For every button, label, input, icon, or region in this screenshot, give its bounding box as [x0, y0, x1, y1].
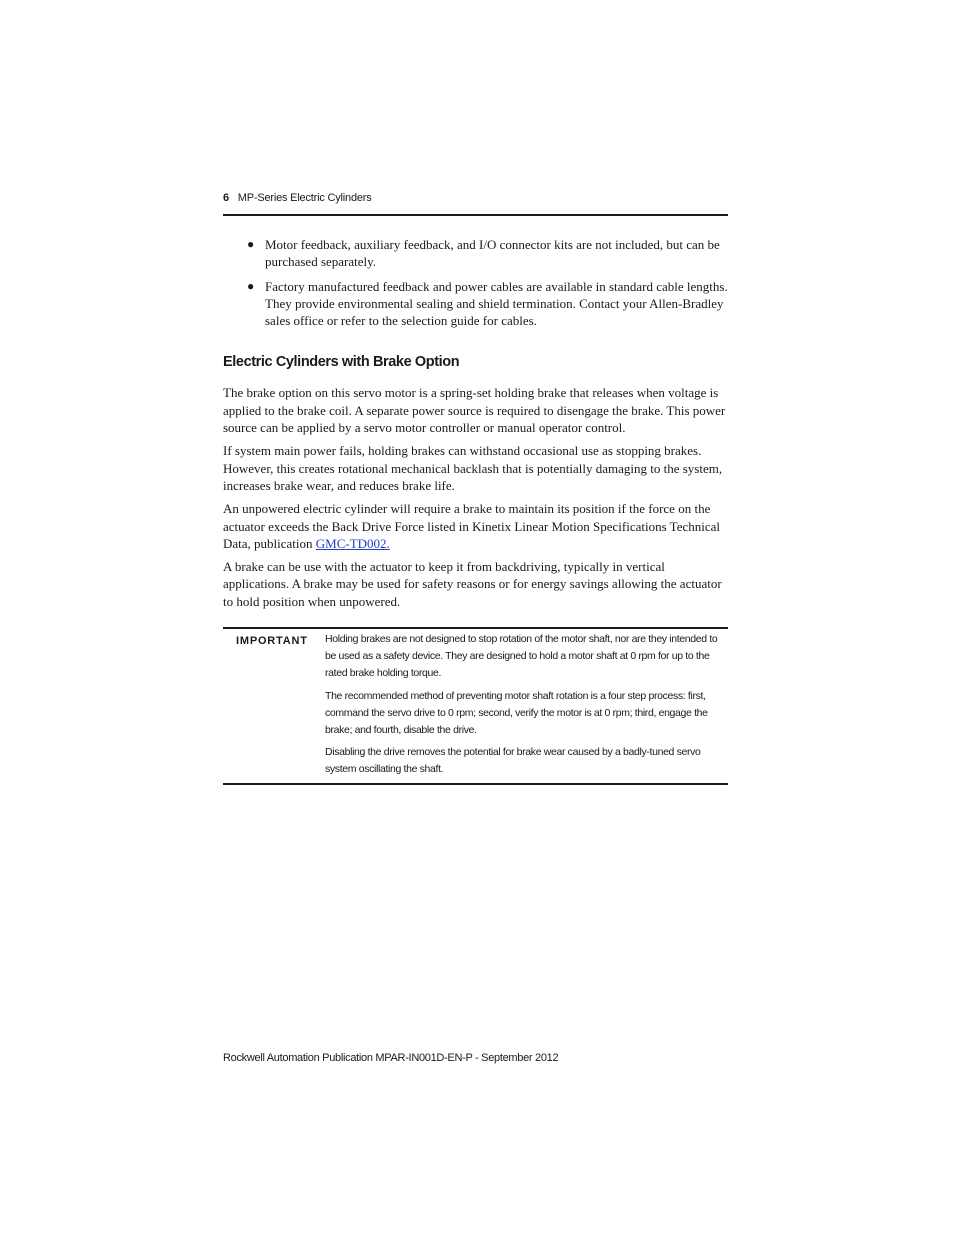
bullet-text: Motor feedback, auxiliary feedback, and I/O connector kits are not included, but can be purchased separately. — [265, 237, 720, 270]
running-title: MP-Series Electric Cylinders — [237, 192, 372, 204]
body-paragraph: The brake option on this servo motor is a spring-set holding brake that releases when voltage is applied to the brake coil. A separate power source is required to disengage the brake. This power source can be applied by a servo motor controller or manual operator control. — [223, 385, 726, 436]
body-paragraph: A brake can be use with the actuator to keep it from backdriving, typically in vertical applications. A brake may be used for safety reasons or for energy savings allowing the actuator to hold position when unpowered. — [223, 559, 722, 609]
important-label: IMPORTANT — [236, 635, 308, 647]
bullet-icon: ● — [247, 237, 255, 251]
page-footer: Rockwell Automation Publication MPAR-IN001D-EN-P - September 2012 — [223, 1052, 559, 1064]
body-paragraph: If system main power fails, holding brakes can withstand occasional use as stopping brakes. However, this creates rotational mechanical backlash that is potentially damaging to the system, increases brake wear, and reduces brake life. — [223, 443, 723, 493]
bullet-list — [223, 236, 728, 329]
list-item — [223, 236, 728, 271]
important-paragraph: The recommended method of preventing motor shaft rotation is a four step process: first, command the servo drive to 0 rpm; second, verify the motor is at 0 rpm; third, engage the brake; and fourth, disable the drive. — [325, 689, 708, 737]
important-text — [325, 631, 728, 779]
list-item — [223, 278, 728, 330]
paragraph-text: An unpowered electric cylinder will require a brake to maintain its position if the force on the actuator exceeds the Back Drive Force listed in Kinetix Linear Motion Specifications Technical Data, publication — [223, 501, 721, 551]
bullet-icon: ● — [247, 278, 255, 293]
important-paragraph: Disabling the drive removes the potential for brake wear caused by a badly-tuned servo system oscillating the shaft. — [325, 746, 701, 776]
publication-link[interactable]: GMC-TD002. — [315, 535, 390, 551]
section-heading: Electric Cylinders with Brake Option — [223, 354, 460, 371]
main-content — [223, 236, 728, 616]
bullet-text: Factory manufactured feedback and power cables are available in standard cable lengths. They provide environmental sealing and shield termination. Contact your Allen-Bradley sales office or refer to the selection guide for cables. — [265, 278, 728, 329]
header-divider — [223, 214, 728, 216]
body-paragraph — [223, 500, 728, 552]
page-number: 6 — [223, 192, 229, 204]
important-paragraph: Holding brakes are not designed to stop rotation of the motor shaft, nor are they intended to be used as a safety device. They are designed to hold a motor shaft at 0 rpm for up to the rated brake holding torque. — [325, 633, 718, 680]
running-header — [223, 192, 728, 204]
important-notice — [223, 627, 728, 785]
